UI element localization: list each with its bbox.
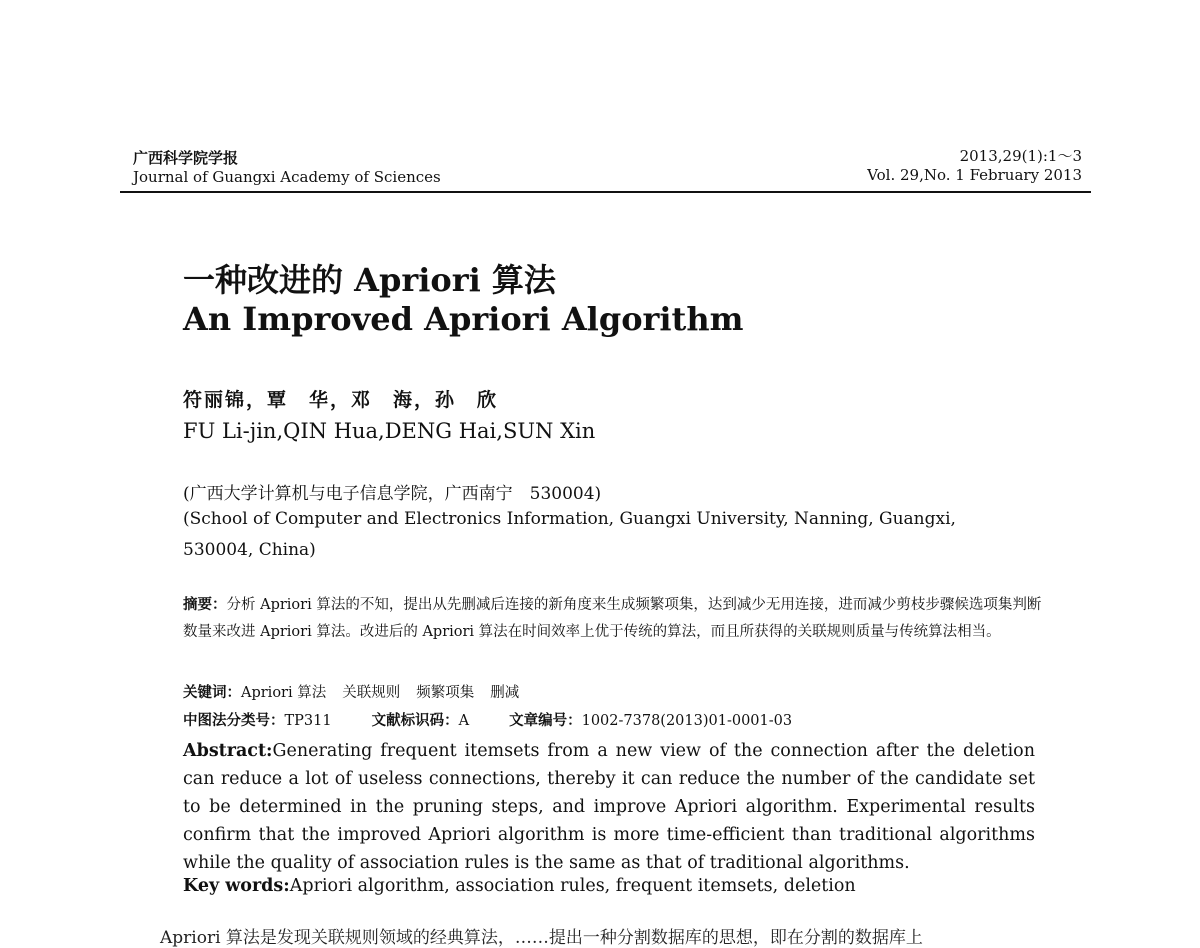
article-number-label: 文章编号： [509, 712, 582, 729]
authors-cn: 符丽锦，覃 华，邓 海，孙 欣 [183, 389, 499, 411]
article-number-value: 1002-7378(2013)01-0001-03 [581, 713, 793, 729]
paper-title-cn: 一种改进的 Apriori 算法 [183, 261, 556, 299]
keywords-en-text: Apriori algorithm, association rules, frequent itemsets, deletion [289, 876, 856, 896]
affiliation-en-line2: 530004, China) [183, 540, 316, 560]
header-rule [120, 191, 1091, 193]
journal-name-cn: 广西科学院学报 [133, 149, 239, 167]
paper-title-en: An Improved Apriori Algorithm [183, 300, 744, 338]
keywords-en-label: Key words: [183, 876, 290, 896]
keyword-cn-item: 频繁项集 [416, 685, 475, 701]
keyword-cn-item: Apriori 算法 [241, 685, 327, 701]
abstract-en [183, 737, 1035, 877]
keyword-cn-item: 删减 [490, 685, 520, 701]
issue-pages: 2013,29(1):1～3 [959, 147, 1082, 165]
keyword-cn-item: 关联规则 [342, 685, 401, 701]
abstract-cn-label: 摘要： [183, 596, 227, 613]
authors-en: FU Li-jin,QIN Hua,DENG Hai,SUN Xin [183, 419, 596, 443]
keywords-en [183, 876, 856, 896]
volume-date: Vol. 29,No. 1 February 2013 [867, 166, 1082, 184]
abstract-cn-text: 分析 Apriori 算法的不知，提出从先删减后连接的新角度来生成频繁项集，达到减少无用连接，进而减少剪枝步骤候选项集判断数量来改进 Apriori 算法。改进后的 Apriori 算法在时间效率上优于传统的算法，而且所获得的关联规则质量与传统算法相当。 [183, 597, 1042, 640]
clc-value: TP311 [284, 713, 332, 729]
journal-name-en: Journal of Guangxi Academy of Sciences [133, 168, 441, 186]
clc-label: 中图法分类号： [183, 712, 285, 729]
abstract-en-label: Abstract: [183, 741, 273, 761]
keywords-cn [183, 681, 535, 702]
affiliation-cn: (广西大学计算机与电子信息学院，广西南宁 530004) [183, 484, 602, 504]
doc-code-value: A [458, 713, 470, 729]
classification-line [183, 709, 792, 730]
abstract-cn [183, 591, 1043, 646]
abstract-en-text: Generating frequent itemsets from a new view of the connection after the deletion can reduce a lot of useless connections, thereby it can reduce the number of the candidate set to be determined in the pruning steps, and improve Apriori algorithm. Experimental results confirm that the improved Apriori algorithm is more time-efficient than traditional algorithms while the quality of association rules is the same as that of traditional algorithms. [183, 741, 1035, 873]
body-text-start: Apriori 算法是发现关联规则领域的经典算法，……提出一种分割数据库的思想，即在分割的数据库上 [160, 928, 923, 948]
doc-code-label: 文献标识码： [371, 712, 459, 729]
keywords-cn-label: 关键词： [183, 684, 241, 701]
affiliation-en-line1: (School of Computer and Electronics Information, Guangxi University, Nanning, Guangxi, [183, 509, 956, 529]
